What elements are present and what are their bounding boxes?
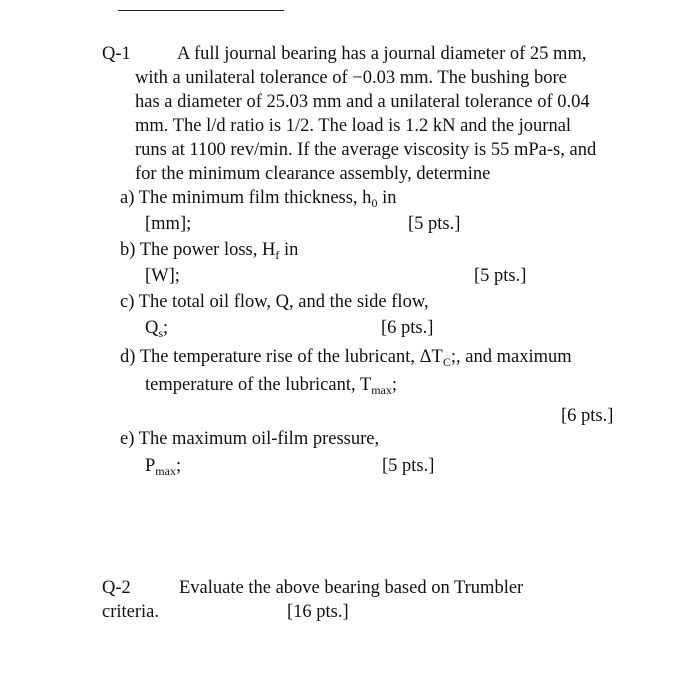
question-1-line-3: has a diameter of 25.03 mm and a unilateral tolerance of 0.04 [135,92,590,112]
part-b-points: [5 pts.] [474,266,527,286]
question-1-line-1: A full journal bearing has a journal diameter of 25 mm, [177,44,587,64]
part-e-question: e) The maximum oil-film pressure, [120,429,380,449]
part-a-points: [5 pts.] [408,214,461,234]
part-c-points: [6 pts.] [381,318,434,338]
part-c-question: c) The total oil flow, Q, and the side flow, [120,292,429,312]
part-a-unit: [mm]; [145,214,192,234]
question-1-line-5: runs at 1100 rev/min. If the average viscosity is 55 mPa-s, and [135,140,597,160]
question-2-points: [16 pts.] [287,602,349,622]
part-d-points: [6 pts.] [561,406,614,426]
part-d-question: d) The temperature rise of the lubricant, $\Delta T_C$;, and maximum [120,347,572,369]
part-a-question: a) The minimum film thickness, $h_0$ in [120,188,397,210]
question-1-line-6: for the minimum clearance assembly, determine [135,164,491,184]
part-b-unit: [W]; [145,266,180,286]
question-1-line-2: with a unilateral tolerance of −0.03 mm. The bushing bore [135,68,567,88]
part-b-question: b) The power loss, $H_f$ in [120,240,299,262]
top-divider-line [118,10,284,11]
part-d-question-line-2: temperature of the lubricant, $T_{max}$; [145,375,398,397]
question-1-line-4: mm. The l/d ratio is 1/2. The load is 1.2 kN and the journal [135,116,572,136]
part-e-unit: $P_{max}$; [145,456,182,478]
question-2-line-2: criteria. [102,602,159,622]
question-1-label: Q-1 [102,44,131,64]
part-e-points: [5 pts.] [382,456,435,476]
question-2-label: Q-2 [102,578,131,598]
question-2-line-1: Evaluate the above bearing based on Trumbler [179,578,524,598]
part-c-unit: $Q_s$; [145,318,169,340]
